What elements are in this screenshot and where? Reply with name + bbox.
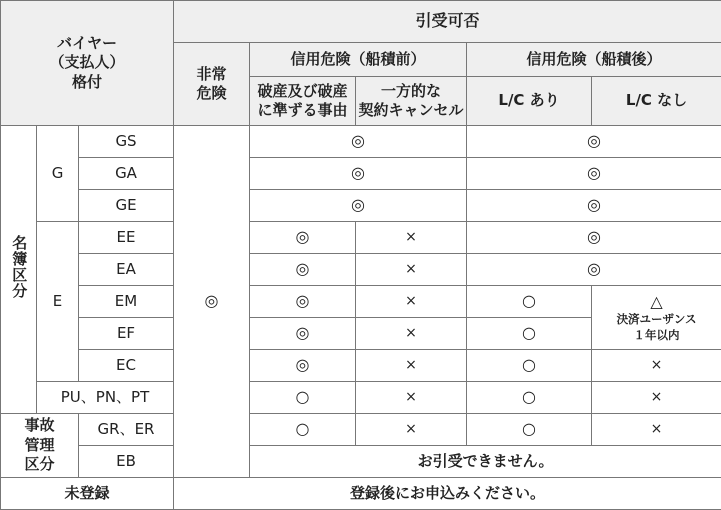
rating-ge: GE xyxy=(79,190,174,222)
rating-em: EM xyxy=(79,286,174,318)
buyer-rating-header: バイヤー （支払人） 格付 xyxy=(1,1,174,126)
grer-cancel-mark: × xyxy=(356,414,467,446)
triangle-mark: △ xyxy=(650,291,663,311)
usance-note: 決済ユーザンス １年以内 xyxy=(616,312,697,342)
pu-lc-yes-mark: ○ xyxy=(467,382,592,414)
credit-risk-before-header: 信用危険（船積前） xyxy=(250,43,467,77)
em-cancel-mark: × xyxy=(356,286,467,318)
grer-bankruptcy-mark: ○ xyxy=(250,414,356,446)
pu-cancel-mark: × xyxy=(356,382,467,414)
rating-gs: GS xyxy=(79,126,174,158)
ge-before-mark: ◎ xyxy=(250,190,467,222)
grer-lc-no-mark: × xyxy=(592,414,721,446)
pu-bankruptcy-mark: ○ xyxy=(250,382,356,414)
unregistered-label: 未登録 xyxy=(1,478,174,510)
unilateral-cancel-header: 一方的な 契約キャンセル xyxy=(356,77,467,126)
credit-risk-after-header: 信用危険（船積後） xyxy=(467,43,721,77)
rating-ec: EC xyxy=(79,350,174,382)
acceptance-header: 引受可否 xyxy=(174,1,721,43)
eb-message: お引受できません。 xyxy=(250,446,721,478)
group-e-label: E xyxy=(37,222,79,382)
em-ef-lc-no-cell xyxy=(592,286,721,350)
ga-after-mark: ◎ xyxy=(467,158,721,190)
ge-after-mark: ◎ xyxy=(467,190,721,222)
ef-cancel-mark: × xyxy=(356,318,467,350)
ef-lc-yes-mark: ○ xyxy=(467,318,592,350)
em-lc-yes-mark: ○ xyxy=(467,286,592,318)
group-g-label: G xyxy=(37,126,79,222)
rating-ea: EA xyxy=(79,254,174,286)
gs-before-mark: ◎ xyxy=(250,126,467,158)
rating-ef: EF xyxy=(79,318,174,350)
ef-bankruptcy-mark: ◎ xyxy=(250,318,356,350)
rating-ga: GA xyxy=(79,158,174,190)
ga-before-mark: ◎ xyxy=(250,158,467,190)
rating-gr-er: GR、ER xyxy=(79,414,174,446)
bankruptcy-header: 破産及び破産 に準ずる事由 xyxy=(250,77,356,126)
ee-bankruptcy-mark: ◎ xyxy=(250,222,356,254)
unregistered-message: 登録後にお申込みください。 xyxy=(174,478,721,510)
ec-lc-yes-mark: ○ xyxy=(467,350,592,382)
emergency-risk-header: 非常 危険 xyxy=(174,43,250,126)
rating-eb: EB xyxy=(79,446,174,478)
ec-lc-no-mark: × xyxy=(592,350,721,382)
grer-lc-yes-mark: ○ xyxy=(467,414,592,446)
pu-lc-no-mark: × xyxy=(592,382,721,414)
lc-no-header: L/C なし xyxy=(592,77,721,126)
ea-bankruptcy-mark: ◎ xyxy=(250,254,356,286)
ee-after-mark: ◎ xyxy=(467,222,721,254)
ee-cancel-mark: × xyxy=(356,222,467,254)
gs-after-mark: ◎ xyxy=(467,126,721,158)
ec-cancel-mark: × xyxy=(356,350,467,382)
rating-pu-pn-pt: PU、PN、PT xyxy=(37,382,174,414)
emergency-risk-mark: ◎ xyxy=(174,126,250,478)
accident-class-label: 事故 管理 区分 xyxy=(1,414,79,478)
em-bankruptcy-mark: ◎ xyxy=(250,286,356,318)
rating-ee: EE xyxy=(79,222,174,254)
ec-bankruptcy-mark: ◎ xyxy=(250,350,356,382)
lc-yes-header: L/C あり xyxy=(467,77,592,126)
ea-after-mark: ◎ xyxy=(467,254,721,286)
registry-class-label: 名簿区分 xyxy=(1,126,37,414)
ea-cancel-mark: × xyxy=(356,254,467,286)
